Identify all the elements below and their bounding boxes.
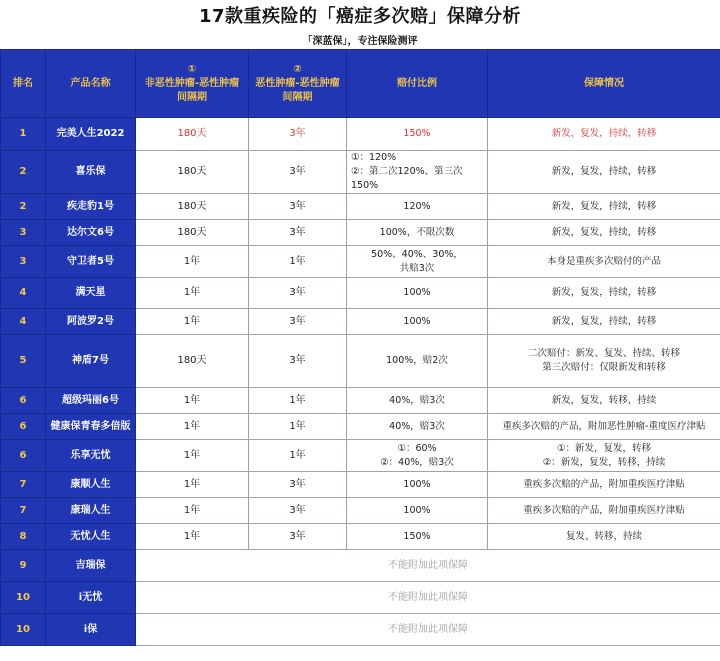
coverage-cell [488, 220, 720, 246]
payout-ratio-line: 100%，不限次数 [379, 226, 455, 238]
product-name-cell: i保 [46, 614, 136, 646]
header-interval-malignant-label: 恶性肿瘤-恶性肿瘤间隔期 [255, 77, 340, 103]
product-name-cell: 守卫者5号 [46, 246, 136, 278]
payout-ratio-line: 150% [403, 128, 431, 139]
interval-malignant-cell: 3年 [249, 278, 347, 309]
page-subtitle: 「深蓝保」，专注保险测评 [302, 36, 418, 47]
rank-cell: 9 [1, 550, 46, 582]
coverage-cell [488, 309, 720, 335]
payout-ratio-cell [347, 524, 488, 550]
coverage-line: 二次赔付：新发、复发、持续、转移 [527, 348, 680, 359]
rank-cell: 10 [1, 582, 46, 614]
table-row [1, 278, 720, 309]
payout-ratio-line: 150% [403, 530, 431, 542]
coverage-line: 新发，复发，持续，转移 [551, 315, 657, 327]
coverage-line: ②：新发，复发，转移，持续 [542, 456, 666, 468]
interval-nonmalignant-cell: 180天 [136, 118, 249, 151]
coverage-cell [488, 151, 720, 194]
table-row [1, 151, 720, 194]
interval-malignant-cell: 1年 [249, 440, 347, 472]
coverage-line: 重疾多次赔的产品，附加重疾医疗津贴 [523, 478, 685, 490]
table-row [1, 440, 720, 472]
interval-malignant-cell: 3年 [249, 498, 347, 524]
header-interval-nonmalignant [136, 50, 249, 118]
interval-nonmalignant-cell: 1年 [136, 498, 249, 524]
interval-nonmalignant-cell: 1年 [136, 278, 249, 309]
comparison-table [0, 49, 720, 646]
coverage-line: 重疾多次赔的产品，附加恶性肿瘤-重度医疗津贴 [502, 420, 706, 432]
coverage-line: 复发、转移，持续 [565, 530, 642, 542]
payout-ratio-cell [347, 414, 488, 440]
rank-cell: 7 [1, 472, 46, 498]
interval-nonmalignant-cell: 1年 [136, 388, 249, 414]
payout-ratio-cell [347, 335, 488, 388]
payout-ratio-line: 40%，赔3次 [389, 420, 445, 432]
coverage-cell [488, 194, 720, 220]
payout-ratio-line: ①：120% [351, 152, 397, 163]
not-available-cell: 不能附加此项保障 [136, 582, 720, 614]
payout-ratio-line: 100%，赔2次 [386, 355, 448, 366]
rank-cell: 7 [1, 498, 46, 524]
payout-ratio-line: 共赔3次 [399, 262, 435, 274]
interval-malignant-cell: 3年 [249, 151, 347, 194]
coverage-line: ①：新发，复发，转移 [556, 442, 652, 454]
table-row [1, 498, 720, 524]
payout-ratio-cell [347, 246, 488, 278]
payout-ratio-line: 100% [403, 287, 431, 298]
payout-ratio-cell [347, 278, 488, 309]
product-name-cell: 完美人生2022 [46, 118, 136, 151]
table-row [1, 414, 720, 440]
table-row [1, 309, 720, 335]
table-row [1, 614, 720, 646]
payout-ratio-cell [347, 118, 488, 151]
coverage-cell [488, 524, 720, 550]
product-name-cell: 喜乐保 [46, 151, 136, 194]
interval-nonmalignant-cell: 180天 [136, 151, 249, 194]
payout-ratio-line: ②：第二次120%、第三次150% [351, 166, 463, 191]
table-row [1, 335, 720, 388]
payout-ratio-line: 40%，赔3次 [389, 394, 445, 406]
coverage-cell [488, 440, 720, 472]
coverage-line: 本身是重疾多次赔付的产品 [546, 255, 661, 267]
interval-nonmalignant-cell: 1年 [136, 414, 249, 440]
payout-ratio-line: ①：60% [397, 442, 437, 454]
product-name-cell: 康顺人生 [46, 472, 136, 498]
interval-malignant-cell: 1年 [249, 246, 347, 278]
product-name-cell: 健康保青春多倍版 [46, 414, 136, 440]
table-row [1, 388, 720, 414]
product-name-cell: 阿波罗2号 [46, 309, 136, 335]
payout-ratio-cell [347, 194, 488, 220]
interval-malignant-cell: 3年 [249, 335, 347, 388]
payout-ratio-line: ②：40%，赔3次 [380, 456, 454, 468]
interval-nonmalignant-cell: 180天 [136, 194, 249, 220]
header-product-name: 产品名称 [46, 50, 136, 118]
table-row [1, 220, 720, 246]
payout-ratio-cell [347, 388, 488, 414]
rank-cell: 2 [1, 194, 46, 220]
payout-ratio-cell [347, 220, 488, 246]
interval-malignant-cell: 3年 [249, 309, 347, 335]
product-name-cell: 超级玛丽6号 [46, 388, 136, 414]
coverage-line: 新发，复发，持续，转移 [551, 166, 657, 177]
interval-malignant-cell: 1年 [249, 388, 347, 414]
header-interval-nonmalignant-label: 非恶性肿瘤-恶性肿瘤间隔期 [144, 77, 240, 103]
payout-ratio-line: 50%、40%、30%， [371, 248, 463, 260]
table-row [1, 524, 720, 550]
coverage-cell [488, 414, 720, 440]
interval-malignant-cell: 3年 [249, 194, 347, 220]
product-name-cell: i无忧 [46, 582, 136, 614]
interval-malignant-cell: 3年 [249, 220, 347, 246]
interval-nonmalignant-cell: 1年 [136, 246, 249, 278]
rank-cell: 10 [1, 614, 46, 646]
table-row [1, 246, 720, 278]
payout-ratio-line: 100% [403, 315, 431, 327]
coverage-line: 新发，复发，持续，转移 [551, 287, 657, 298]
rank-cell: 8 [1, 524, 46, 550]
coverage-cell [488, 498, 720, 524]
coverage-cell [488, 278, 720, 309]
table-row [1, 118, 720, 151]
product-name-cell: 吉瑞保 [46, 550, 136, 582]
coverage-line: 重疾多次赔的产品，附加重疾医疗津贴 [523, 504, 685, 516]
rank-cell: 6 [1, 388, 46, 414]
coverage-cell [488, 118, 720, 151]
rank-cell: 4 [1, 278, 46, 309]
coverage-line: 新发，复发，持续，转移 [551, 226, 657, 238]
interval-malignant-cell: 3年 [249, 472, 347, 498]
interval-nonmalignant-cell: 1年 [136, 440, 249, 472]
rank-cell: 4 [1, 309, 46, 335]
payout-ratio-cell [347, 498, 488, 524]
product-name-cell: 达尔文6号 [46, 220, 136, 246]
coverage-cell [488, 388, 720, 414]
interval-nonmalignant-cell: 180天 [136, 335, 249, 388]
table-row [1, 472, 720, 498]
payout-ratio-line: 100% [403, 478, 431, 490]
rank-cell: 2 [1, 151, 46, 194]
coverage-cell [488, 335, 720, 388]
not-available-cell: 不能附加此项保障 [136, 550, 720, 582]
coverage-line: 新发，复发，持续，转移 [551, 128, 657, 139]
product-name-cell: 满天星 [46, 278, 136, 309]
table-header-row [1, 50, 720, 118]
product-name-cell: 神盾7号 [46, 335, 136, 388]
rank-cell: 6 [1, 414, 46, 440]
rank-cell: 3 [1, 220, 46, 246]
interval-nonmalignant-cell: 180天 [136, 220, 249, 246]
coverage-cell [488, 472, 720, 498]
header-interval-malignant [249, 50, 347, 118]
payout-ratio-cell [347, 440, 488, 472]
rank-cell: 5 [1, 335, 46, 388]
header-circle-2: ② [293, 63, 302, 75]
payout-ratio-cell [347, 151, 488, 194]
interval-malignant-cell: 1年 [249, 414, 347, 440]
product-name-cell: 无忧人生 [46, 524, 136, 550]
table-row [1, 550, 720, 582]
interval-nonmalignant-cell: 1年 [136, 524, 249, 550]
interval-malignant-cell: 3年 [249, 118, 347, 151]
coverage-line: 新发，复发，持续，转移 [551, 200, 657, 212]
not-available-cell: 不能附加此项保障 [136, 614, 720, 646]
product-name-cell: 康瑞人生 [46, 498, 136, 524]
page-title: 17款重疾险的「癌症多次赔」保障分析 [198, 6, 522, 27]
interval-nonmalignant-cell: 1年 [136, 309, 249, 335]
payout-ratio-line: 120% [403, 200, 431, 212]
rank-cell: 3 [1, 246, 46, 278]
rank-cell: 6 [1, 440, 46, 472]
product-name-cell: 疾走豹1号 [46, 194, 136, 220]
coverage-line: 新发，复发，转移，持续 [551, 394, 657, 406]
header-circle-1: ① [187, 63, 197, 75]
rank-cell: 1 [1, 118, 46, 151]
table-row [1, 582, 720, 614]
header-payout-ratio: 赔付比例 [347, 50, 488, 118]
interval-nonmalignant-cell: 1年 [136, 472, 249, 498]
coverage-cell [488, 246, 720, 278]
payout-ratio-line: 100% [403, 504, 431, 516]
table-row [1, 194, 720, 220]
payout-ratio-cell [347, 472, 488, 498]
coverage-line: 第三次赔付：仅限新发和转移 [542, 362, 666, 373]
header-rank: 排名 [1, 50, 46, 118]
interval-malignant-cell: 3年 [249, 524, 347, 550]
payout-ratio-cell [347, 309, 488, 335]
header-coverage: 保障情况 [488, 50, 720, 118]
product-name-cell: 乐享无忧 [46, 440, 136, 472]
